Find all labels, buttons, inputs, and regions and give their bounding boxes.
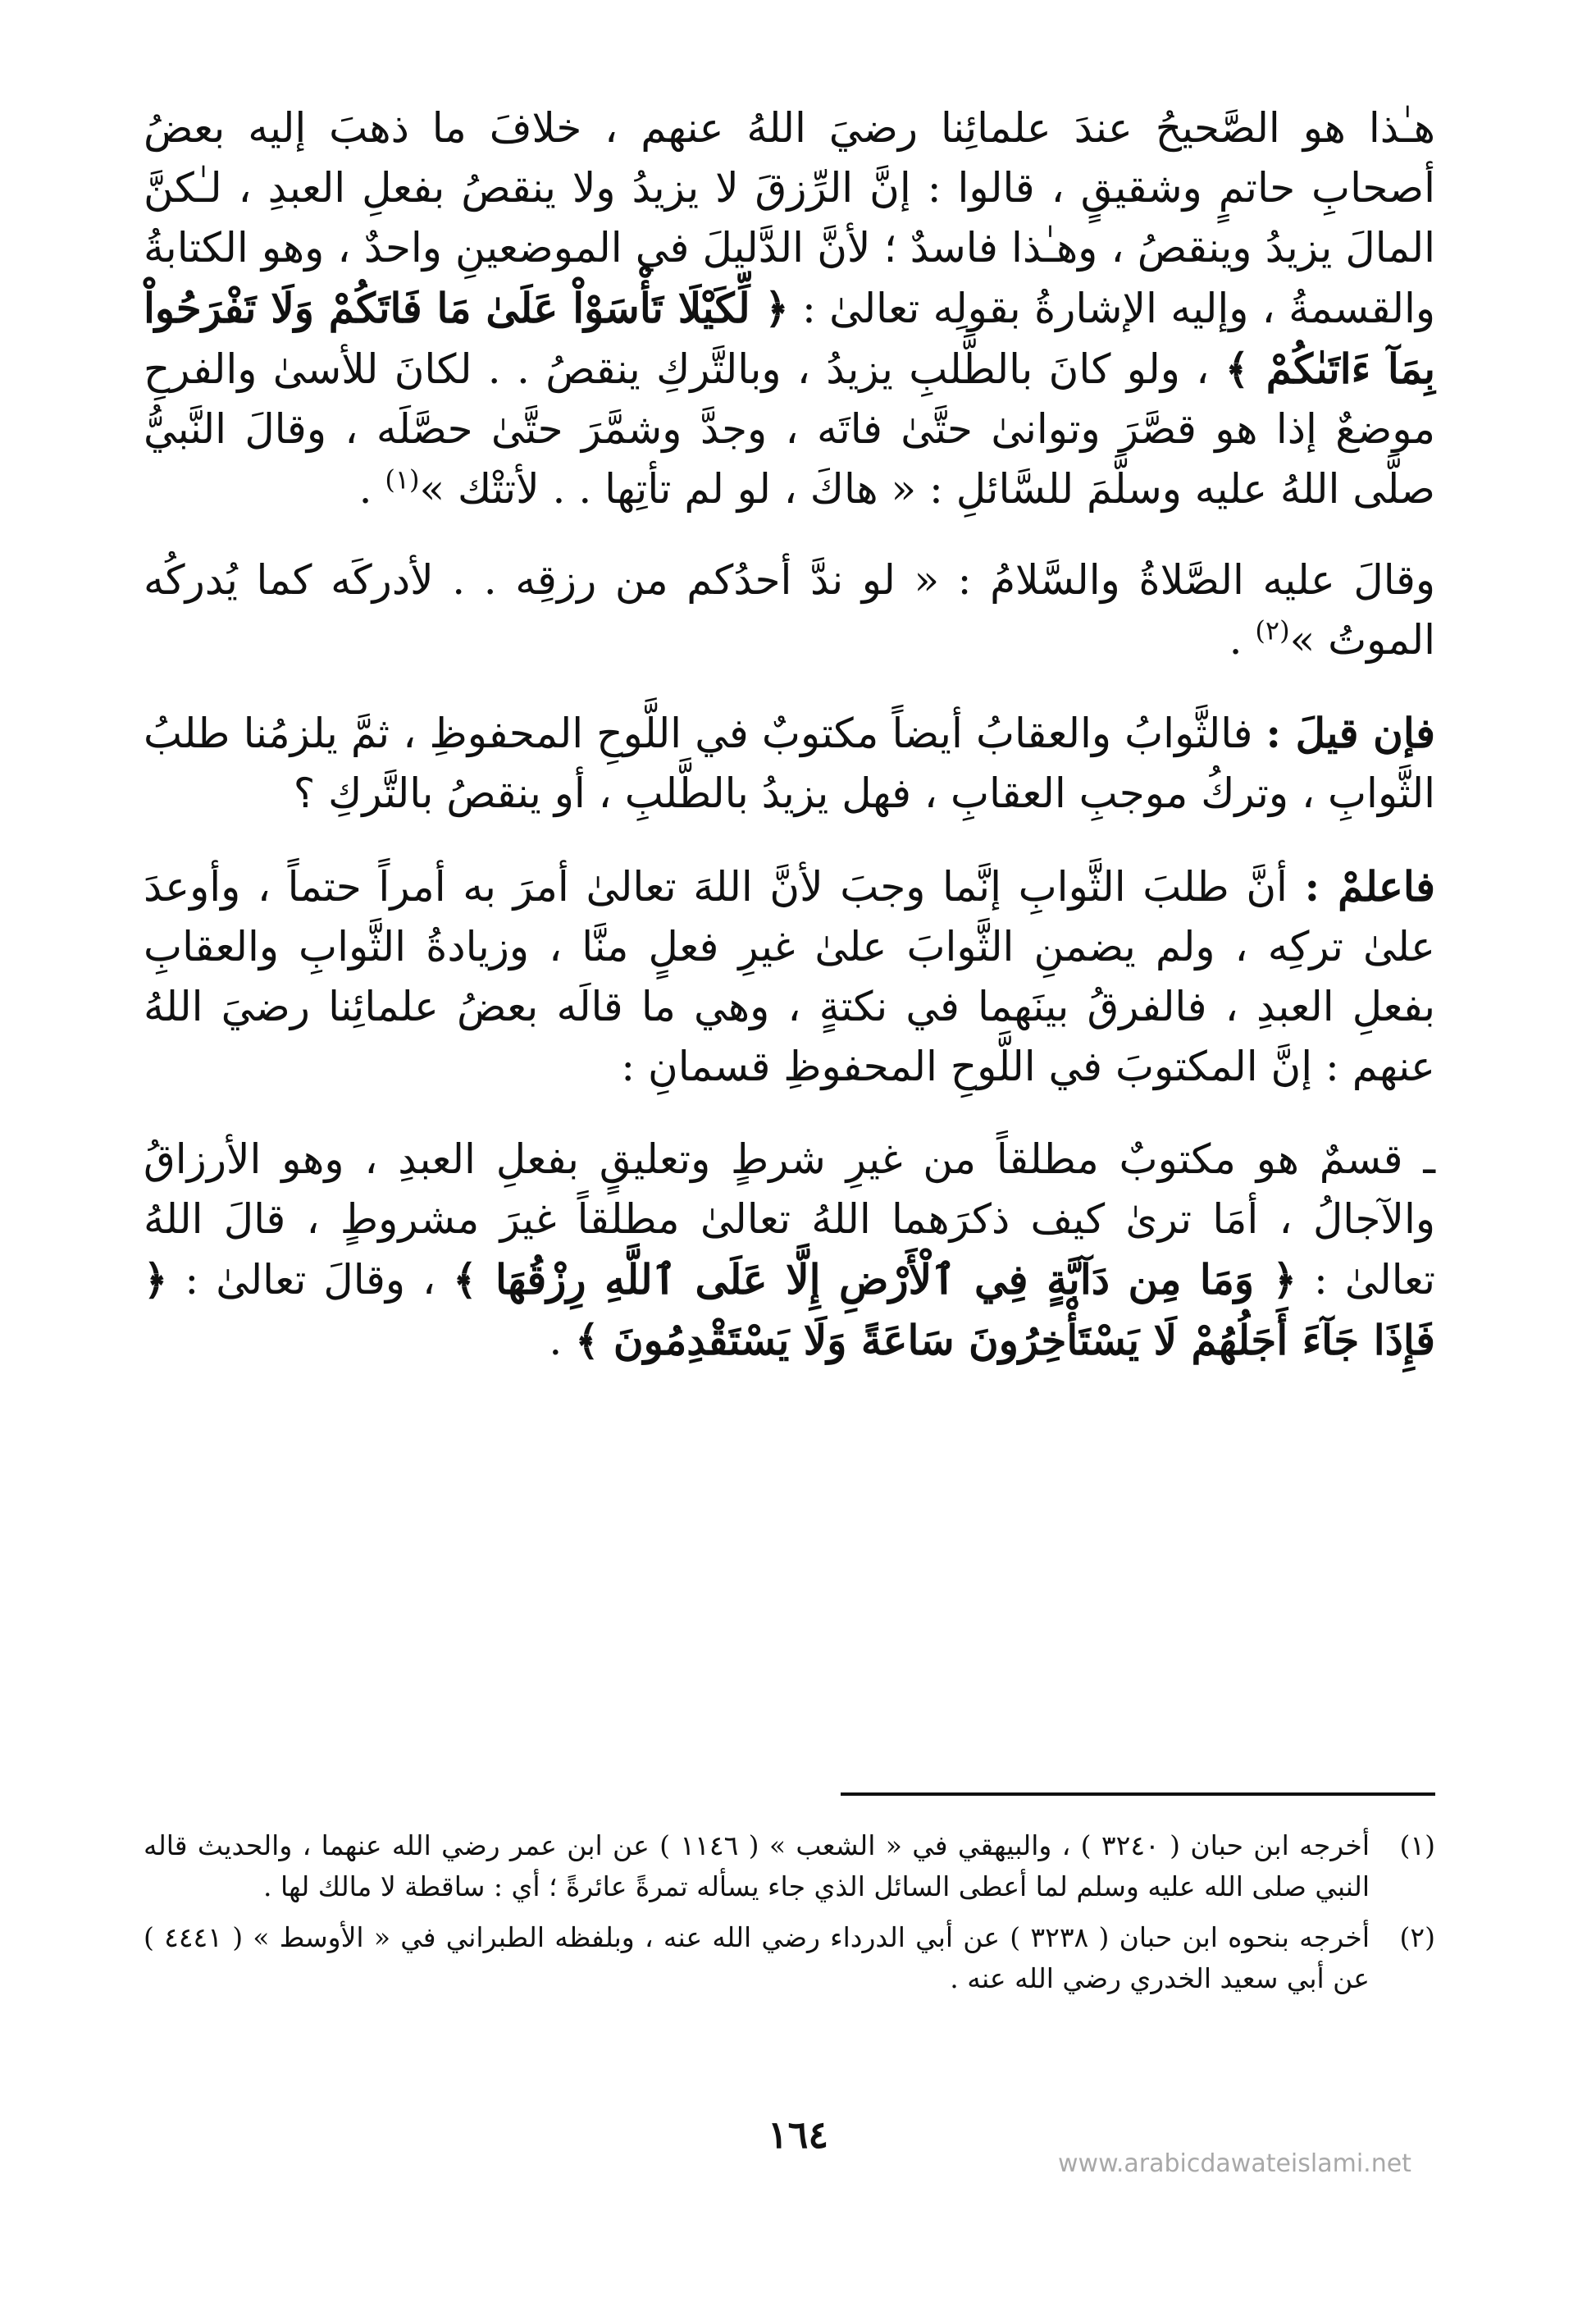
main-text — [144, 98, 1435, 1404]
footnote-2 — [144, 1917, 1435, 1999]
footnote-1-text: أخرجه ابن حبان ( ٣٢٤٠ ) ، والبيهقي في « الشعب » ( ١١٤٦ ) عن ابن عمر رضي الله عنهما ، والحديث قاله النبي صلى الله عليه وسلم لما أعطى السائل الذي جاء يسأله تمرةً عائرةً ؛ أي : ساقطة لا مالك لها . — [144, 1829, 1370, 1902]
paragraph-1-text-continued: ، ولو كانَ بالطَّلبِ يزيدُ ، وبالتَّركِ ينقصُ . . لكانَ للأسىٰ والفرحِ موضعٌ إذا هو قصَّرَ وتوانىٰ حتَّىٰ فاتَه ، وجدَّ وشمَّرَ حتَّىٰ حصَّلَه ، وقالَ النَّبيُّ صلَّى اللهُ عليه وسلَّمَ للسَّائلِ : « هاكَ ، لو لم تأتِها . . لأتتْك » — [144, 345, 1435, 513]
footnote-1-number: (١) — [1399, 1829, 1435, 1861]
paragraph-3 — [144, 703, 1435, 824]
footnotes — [144, 1825, 1435, 2009]
footnote-ref-2[interactable]: (٢) — [1255, 614, 1290, 646]
paragraph-1-text: هـٰذا هو الصَّحيحُ عندَ علمائِنا رضيَ اللهُ عنهم ، خلافَ ما ذهبَ إليه بعضُ أصحابِ حاتمٍ وشقيقٍ ، قالوا : إنَّ الرِّزقَ لا يزيدُ ولا ينقصُ بفعلِ العبدِ ، لـٰكنَّ المالَ يزيدُ وينقصُ ، وهـٰذا فاسدٌ ؛ لأنَّ الدَّليلَ في الموضعينِ واحدٌ ، وهو الكتابةُ والقسمةُ ، وإليه الإشارةُ بقولِه تعالىٰ : — [144, 104, 1436, 332]
page-number: ١٦٤ — [767, 2112, 829, 2157]
footnote-2-text: أخرجه بنحوه ابن حبان ( ٣٢٣٨ ) عن أبي الدرداء رضي الله عنه ، وبلفظه الطبراني في « الأوسط » ( ٤٤٤١ ) عن أبي سعيد الخدري رضي الله عنه . — [144, 1921, 1370, 1994]
paragraph-5-text: ـ قسمٌ هو مكتوبٌ مطلقاً من غيرِ شرطٍ وتعليقٍ بفعلِ العبدِ ، وهو الأرزاقُ والآجالُ ، أمَا ترىٰ كيف ذكرَهما اللهُ تعالىٰ مطلقاً غيرَ مشروطٍ ، قالَ اللهُ تعالىٰ : — [144, 1135, 1435, 1304]
paragraph-4 — [144, 856, 1435, 1097]
quran-verse-1: ﴿ لِّكَيْلَا تَأْسَوْاْ عَلَىٰ مَا فَاتَكُمْ وَلَا تَفْرَحُواْ بِمَآ ءَاتَىٰكُمْ ﴾ — [144, 284, 1435, 393]
quran-verse-2: ﴿ وَمَا مِن دَآبَّةٍ فِي ٱلْأَرْضِ إِلَّا عَلَى ٱللَّهِ رِزْقُهَا ﴾ — [453, 1255, 1297, 1304]
paragraph-1 — [144, 98, 1435, 519]
paragraph-3-text: فالثَّوابُ والعقابُ أيضاً مكتوبٌ في اللَّوحِ المحفوظِ ، ثمَّ يلزمُنا طلبُ الثَّوابِ ، وتركُ موجبِ العقابِ ، فهل يزيدُ بالطَّلبِ ، أو ينقصُ بالتَّركِ ؟ — [144, 710, 1435, 817]
paragraph-5-mid: ، وقالَ تعالىٰ : — [185, 1256, 436, 1304]
paragraph-2-text: وقالَ عليه الصَّلاةُ والسَّلامُ : « لو ندَّ أحدُكم من رزقِه . . لأدركَه كما يُدركُه الموتُ » — [144, 556, 1435, 664]
paragraph-3-lead: فإن قيلَ : — [1265, 709, 1435, 757]
footnote-2-number: (٢) — [1399, 1921, 1435, 1953]
paragraph-1-end: . — [358, 465, 385, 513]
paragraph-5 — [144, 1130, 1435, 1371]
paragraph-4-lead: فاعلمْ : — [1304, 862, 1435, 911]
watermark-url: www.arabicdawateislami.net — [1058, 2149, 1411, 2178]
paragraph-2-end: . — [1229, 616, 1256, 664]
paragraph-5-end: . — [549, 1317, 576, 1364]
footnote-ref-1[interactable]: (١) — [385, 464, 420, 495]
footnote-divider — [841, 1792, 1435, 1796]
paragraph-4-text: أنَّ طلبَ الثَّوابِ إنَّما وجبَ لأنَّ اللهَ تعالىٰ أمرَ به أمراً حتماً ، وأوعدَ علىٰ تركِه ، ولم يضمنِ الثَّوابَ علىٰ غيرِ فعلٍ منَّا ، وزيادةُ الثَّوابِ والعقابِ بفعلِ العبدِ ، فالفرقُ بينَهما في نكتةٍ ، وهي ما قالَه بعضُ علمائِنا رضيَ اللهُ عنهم : إنَّ المكتوبَ في اللَّوحِ المحفوظِ قسمانِ : — [144, 863, 1436, 1090]
paragraph-2 — [144, 550, 1435, 670]
quran-verse-3: ﴿ فَإِذَا جَآءَ أَجَلُهُمْ لَا يَسْتَأْخِرُونَ سَاعَةً وَلَا يَسْتَقْدِمُونَ ﴾ — [144, 1255, 1435, 1364]
footnote-1 — [144, 1825, 1435, 1907]
